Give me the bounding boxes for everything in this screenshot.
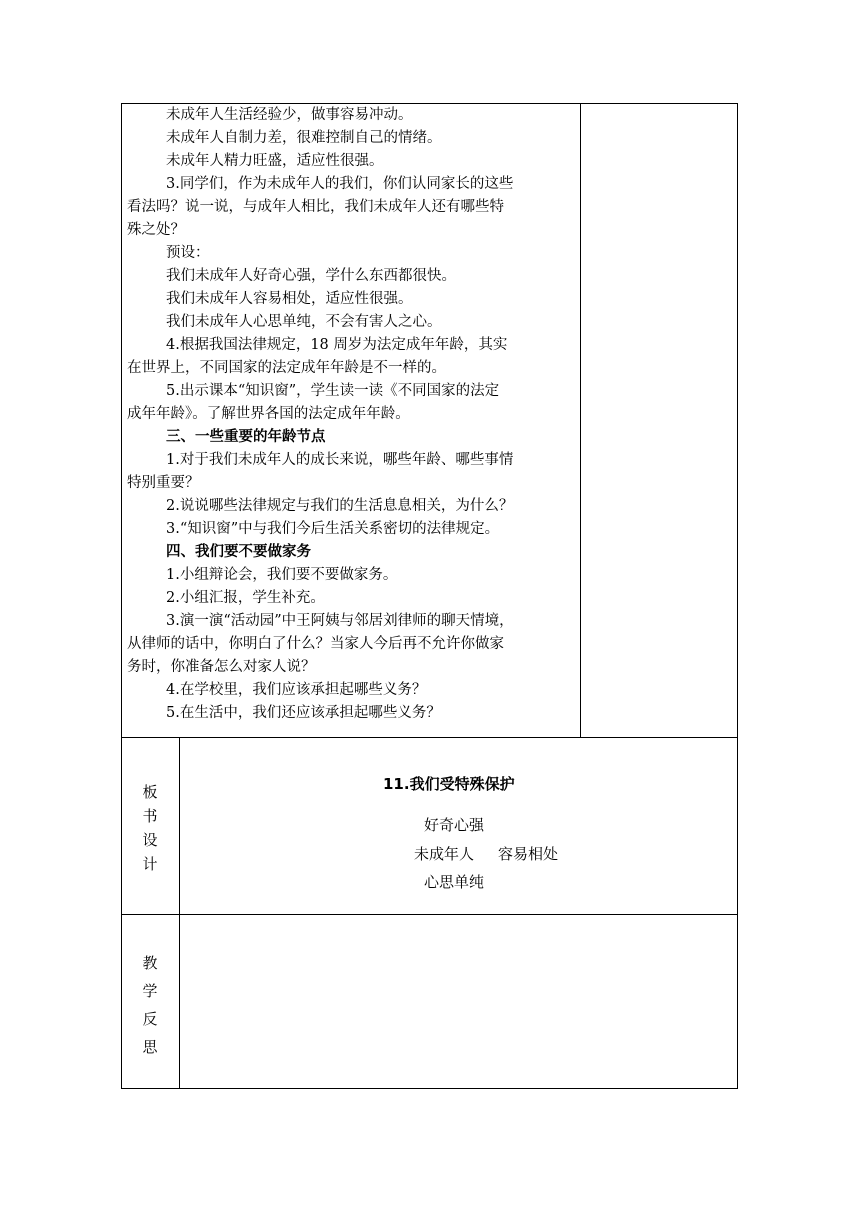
reflection-label-char: 思 [142, 1038, 158, 1056]
lesson-line: 看法吗？说一说，与成年人相比，我们未成年人还有哪些特 [127, 199, 504, 215]
lesson-line: 特别重要？ [127, 475, 200, 491]
reflection-label-char: 教 [142, 954, 158, 972]
lesson-line: 4.根据我国法律规定，18 周岁为法定成年年龄，其实 [166, 337, 508, 353]
board-center-minor: 未成年人 [414, 845, 475, 863]
section-divider-1 [121, 737, 738, 738]
lesson-line: 1.对于我们未成年人的成长来说，哪些年龄、哪些事情 [166, 452, 514, 468]
lesson-line: 我们未成年人心思单纯，不会有害人之心。 [166, 314, 442, 330]
board-label-char: 书 [142, 807, 158, 825]
board-item-simple-mind: 心思单纯 [424, 873, 485, 891]
board-label-char: 计 [142, 855, 158, 873]
lesson-line: 未成年人生活经验少，做事容易冲动。 [166, 107, 413, 123]
board-title: 11.我们受特殊保护 [383, 775, 515, 793]
reflection-label-char: 学 [142, 982, 158, 1000]
lesson-line: 1.小组辩论会，我们要不要做家务。 [166, 567, 398, 583]
lesson-line: 未成年人自制力差，很难控制自己的情绪。 [166, 130, 442, 146]
lesson-line: 我们未成年人好奇心强，学什么东西都很快。 [166, 268, 456, 284]
lesson-line: 在世界上，不同国家的法定成年年龄是不一样的。 [127, 360, 446, 376]
board-label-char: 设 [142, 831, 158, 849]
lesson-line: 殊之处？ [127, 222, 185, 238]
lesson-line: 3.同学们，作为未成年人的我们，你们认同家长的这些 [166, 176, 514, 192]
lesson-line: 3.“知识窗”中与我们今后生活关系密切的法律规定。 [166, 521, 500, 537]
section-heading: 三、一些重要的年龄节点 [166, 429, 326, 445]
lesson-line: 2.说说哪些法律规定与我们的生活息息相关，为什么？ [166, 498, 514, 514]
lesson-line: 务时，你准备怎么对家人说？ [127, 659, 316, 675]
notes-column-divider [580, 103, 581, 738]
board-item-curiosity: 好奇心强 [424, 816, 485, 834]
section-heading: 四、我们要不要做家务 [166, 544, 311, 560]
lesson-line: 从律师的话中，你明白了什么？当家人今后再不允许你做家 [127, 636, 504, 652]
lesson-line: 5.在生活中，我们还应该承担起哪些义务？ [166, 705, 441, 721]
lesson-line: 预设： [166, 245, 210, 261]
lesson-line: 5.出示课本“知识窗”，学生读一读《不同国家的法定 [166, 383, 500, 399]
lesson-line: 未成年人精力旺盛，适应性很强。 [166, 153, 384, 169]
lesson-line: 4.在学校里，我们应该承担起哪些义务？ [166, 682, 427, 698]
board-item-easygoing: 容易相处 [498, 845, 559, 863]
lesson-line: 3.演一演“活动园”中王阿姨与邻居刘律师的聊天情境， [166, 613, 514, 629]
section-divider-2 [121, 914, 738, 915]
lesson-line: 2.小组汇报，学生补充。 [166, 590, 325, 606]
lesson-line: 成年年龄》。了解世界各国的法定成年年龄。 [127, 406, 410, 422]
board-label-char: 板 [142, 783, 158, 801]
reflection-label-char: 反 [142, 1010, 158, 1028]
label-column-divider [179, 737, 180, 1089]
lesson-line: 我们未成年人容易相处，适应性很强。 [166, 291, 413, 307]
